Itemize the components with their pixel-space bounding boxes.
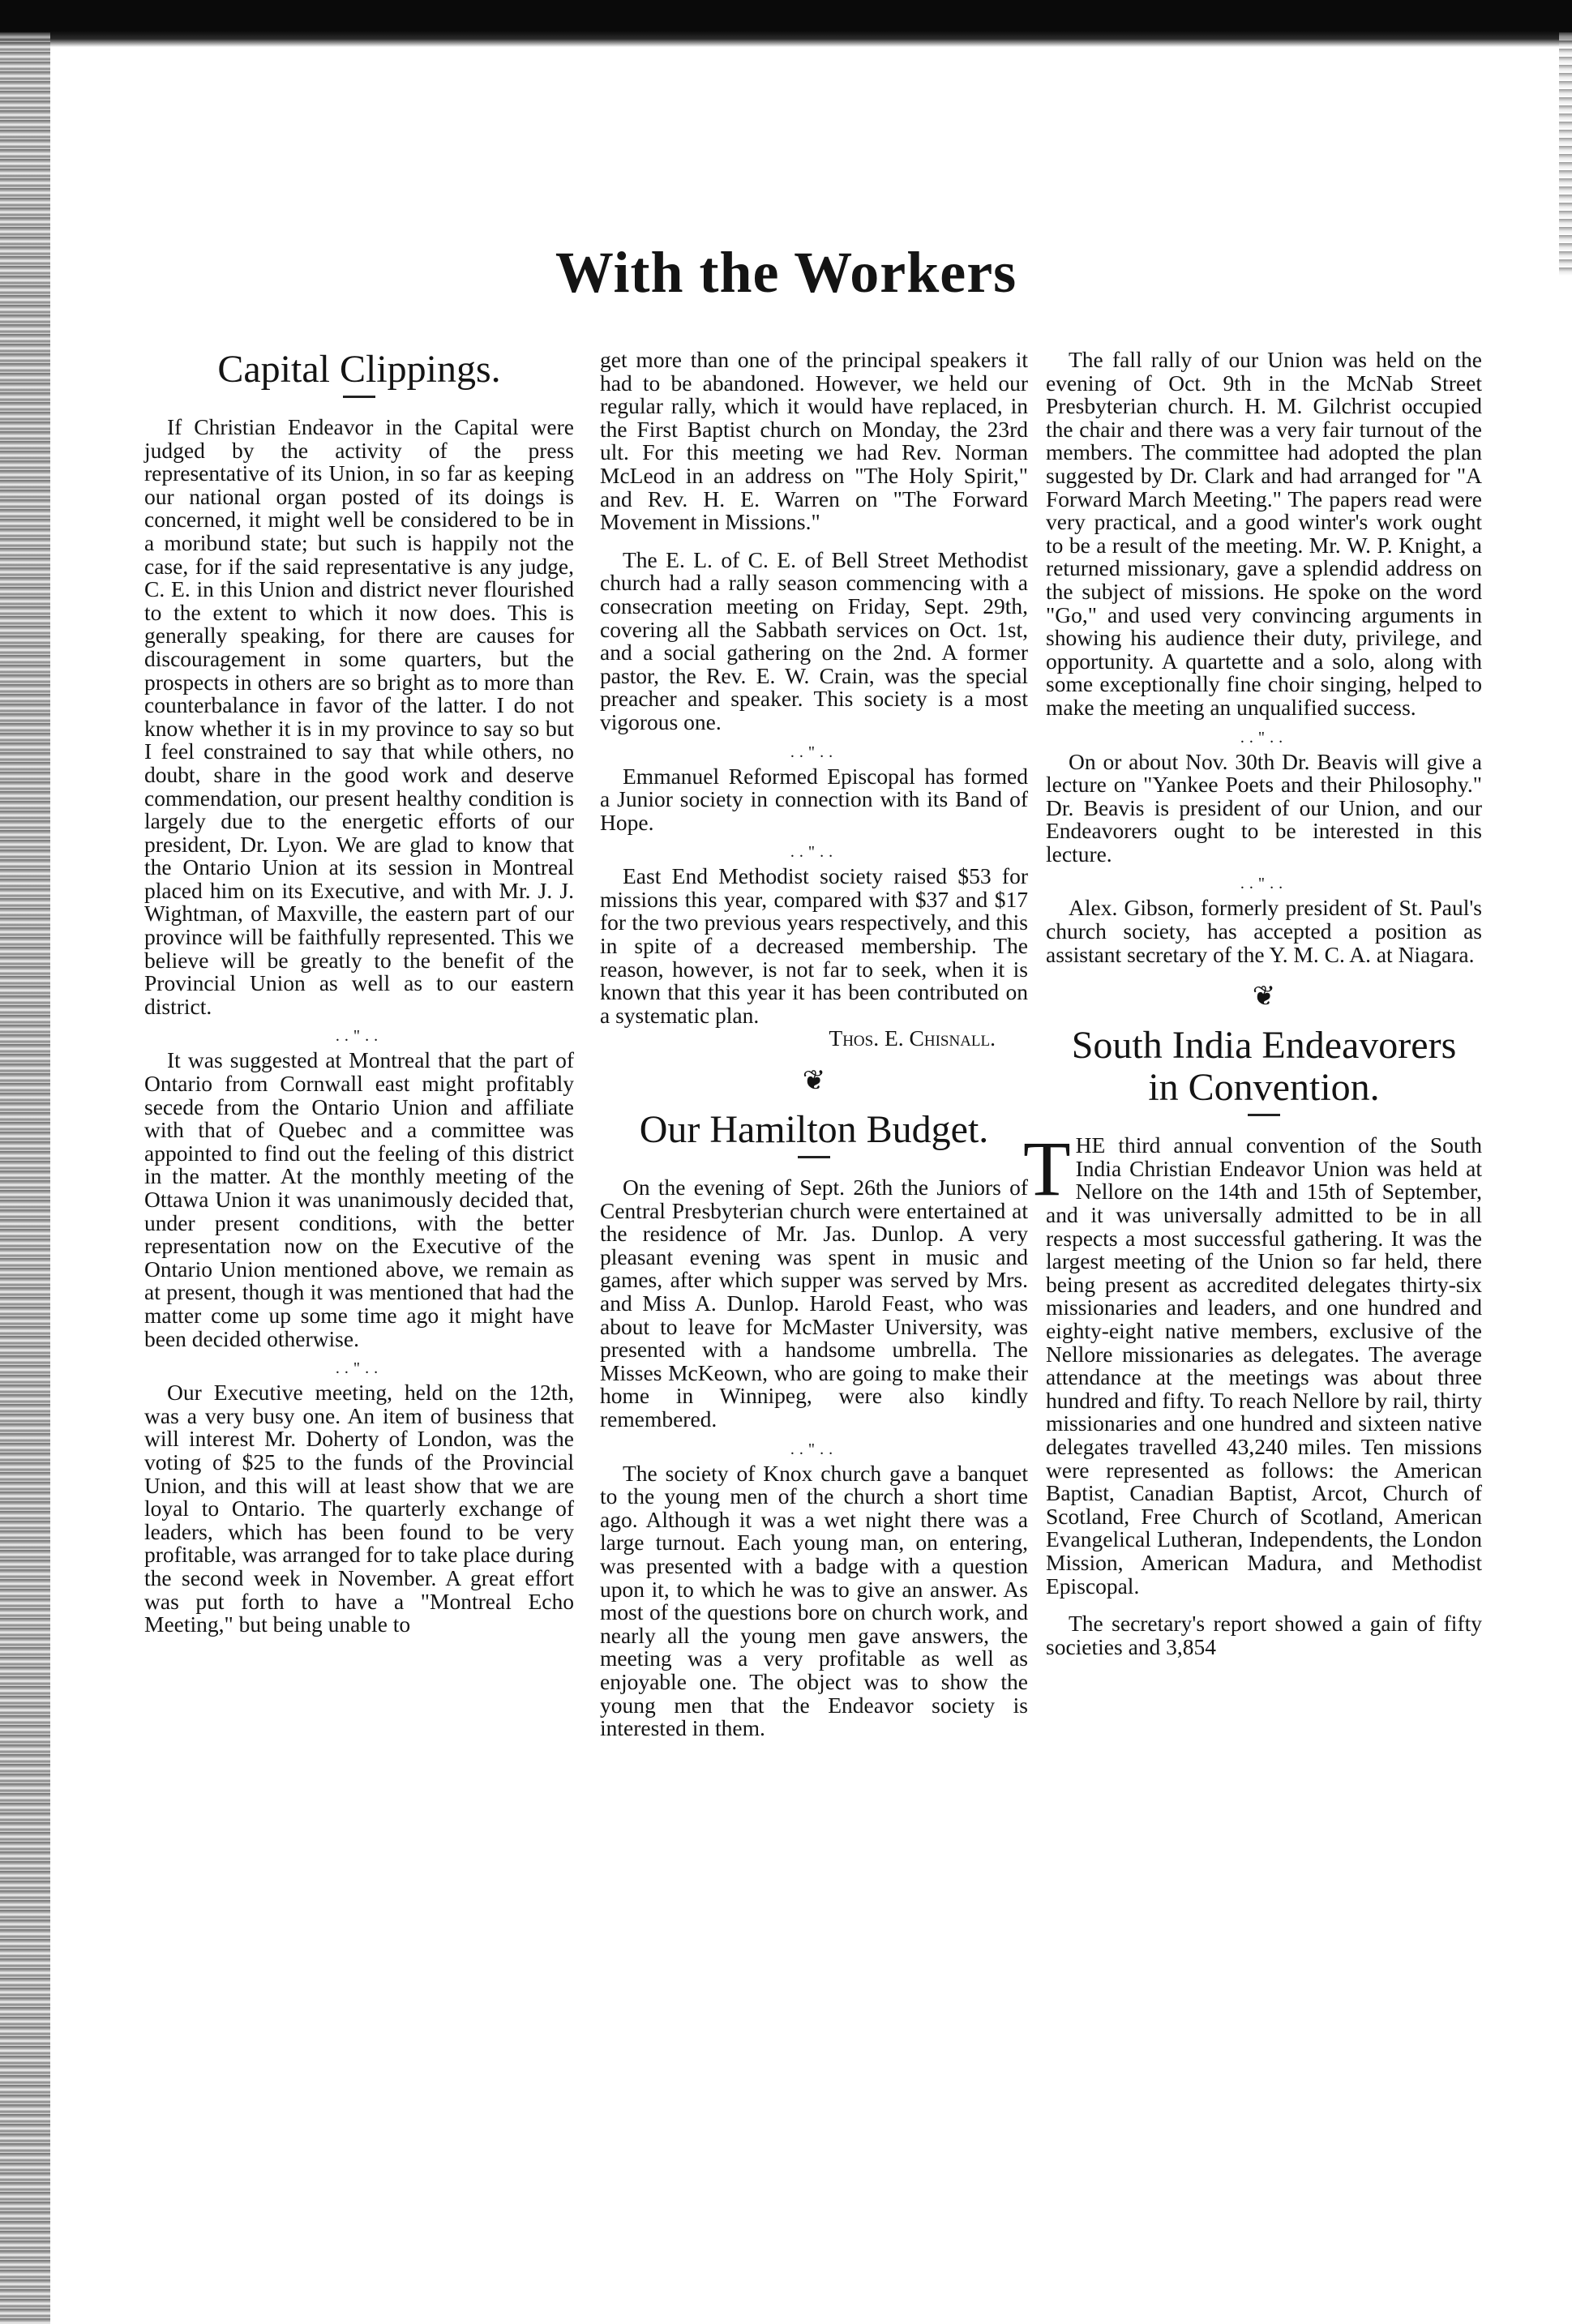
column-2 bbox=[600, 349, 1028, 2219]
paragraph: Our Executive meeting, held on the 12th, was a very busy one. An item of business that will interest Mr. Doherty of London, was the voting of $25 to the funds of the Provincial Union, and this will at least show that we are loyal to Ontario. The quarterly exchange of leaders, which has been found to be very profitable, was arranged for to take place during the second week in November. A great effort was put forth to have a "Montreal Echo Meeting," but being unable to bbox=[144, 1380, 574, 1637]
article-heading-capital-clippings: Capital Clippings. bbox=[217, 348, 501, 391]
paragraph: On the evening of Sept. 26th the Juniors of Central Presbyterian church were entertained at the residence of Mr. Jas. Dunlop. A very pleasant evening was spent in music and games, after which supper was served by Mrs. and Miss A. Dunlop. Harold Feast, who was about to leave for McMaster University, was presented with a handsome umbrella. The Misses McKeown, who are going to make their home in Winnipeg, were also kindly remembered. bbox=[600, 1175, 1028, 1432]
paragraph-continued: get more than one of the principal speakers it had to be abandoned. However, we held our regular rally, which it would have replaced, in the First Baptist church on Monday, the 23rd ult. For this meeting we had Rev. Norman McLeod in an address on "The Holy Spirit," and Rev. H. E. Warren on "The Forward Movement in Missions." bbox=[600, 347, 1028, 535]
paragraph: The fall rally of our Union was held on the evening of Oct. 9th in the McNab Street Presbyterian church. H. M. Gilchrist occupied the chair and there was a very fair turnout of the members. The committee had adopted the plan suggested by Dr. Clark and had arranged for "A Forward March Meeting." The papers read were very practical, and a good winter's work ought to be a result of the meeting. Mr. W. P. Knight, a returned missionary, gave a splendid address on the subject of missions. He spoke on the word "Go," and used very convincing arguments in showing his audience their duty, privilege, and opportunity. A quartette and a solo, along with some exceptionally fine choir singing, helped to make the meeting an unqualified success. bbox=[1046, 347, 1482, 720]
paragraph: If Christian Endeavor in the Capital were judged by the activity of the press representative of its Union, in so far as keeping our national organ posted of its doings is concerned, it might well be considered to be in a moribund state; but such is happily not the case, for if the said representative is any judge, C. E. in this Union and district never flourished to the extent to which it now does. This is generally speaking, for there are causes for discouragement in some quarters, but the prospects in others are so bright as to more than counterbalance in favor of the latter. I do not know whether it is in my province to say so but I feel constrained to say that while others, no doubt, share in the good work and deserve commendation, our present healthy condition is largely due to the energetic efforts of our president, Dr. Lyon. We are glad to know that the Ontario Union at its session in Montreal placed him on its Executive, and with Mr. J. J. Wightman, of Maxville, the eastern part of our province will be faithfully represented. This we believe will be greatly to the benefit of the Provincial Union as well as to our eastern district. bbox=[144, 414, 574, 1019]
paragraph: Alex. Gibson, formerly president of St. Paul's church society, has accepted a position as assistant secretary of the Y. M. C. A. at Niagara. bbox=[1046, 895, 1482, 967]
article-heading-south-india bbox=[1046, 1025, 1482, 1109]
scan-top-border bbox=[0, 0, 1572, 47]
heading-rule bbox=[798, 1156, 830, 1158]
drop-cap: T bbox=[1023, 1125, 1071, 1213]
heading-rule bbox=[1248, 1114, 1280, 1116]
paragraph-separator: ..".. bbox=[335, 1027, 383, 1046]
column-1 bbox=[144, 349, 574, 2219]
scan-right-edge bbox=[1559, 32, 1572, 276]
paragraph: The society of Knox church gave a banquet to the young men of the church a short time ago. Although it was a wet night there was a large turnout. Each young man, on entering, was presented with a badge with a question upon it, to which he was to give an answer. As most of the questions bore on church work, and nearly all the young men gave answers, the meeting was a very profitable as well as enjoyable one. The object was to show the young men that the Endeavor society is interested in them. bbox=[600, 1460, 1028, 1741]
paragraph-separator: ..".. bbox=[335, 1359, 383, 1378]
paragraph-with-dropcap bbox=[1023, 1125, 1482, 1599]
paragraph: East End Methodist society raised $53 for missions this year, compared with $37 and $17 for the two previous years respectively, and this in spite of a decreased membership. The reason, however, is not far to seek, when it is known that this year it has been contributed on a systematic plan. bbox=[600, 863, 1028, 1028]
paragraph-text: HE third annual convention of the South India Christian Endeavor Union was held at Nellore on the 14th and 15th of September, and it was universally admitted to be in all respects a most successful gathering. It was the largest meeting of the Union so far held, there being present as accredited delegates thirty-six missionaries and leaders, and one hundred and eighty-eight native members, exclusive of the Nellore missionaries as delegates. The average attendance at the meetings was about three hundred and fifty. To reach Nellore by rail, thirty missionaries and one hundred and sixteen native delegates travelled 43,240 miles. Ten missions were represented as follows: the American Baptist, Canadian Baptist, Arcot, Church of Scotland, Free Church of Scotland, American Evangelical Lutheran, Independents, the London Mission, American Madura, and Methodist Episcopal. bbox=[1046, 1132, 1482, 1599]
article-heading-hamilton-budget: Our Hamilton Budget. bbox=[639, 1108, 989, 1152]
paragraph: The E. L. of C. E. of Bell Street Methodist church had a rally season commencing with a consecration meeting on Friday, Sept. 29th, covering all the Sabbath services on Oct. 1st, and a social gathering on the 2nd. A former pastor, the Rev. E. W. Crain, was the special preacher and speaker. This society is a most vigorous one. bbox=[600, 546, 1028, 734]
paragraph: On or about Nov. 30th Dr. Beavis will give a lecture on "Yankee Poets and their Philosophy." Dr. Beavis is president of our Union, and our Endeavorers ought to be interested in this lecture. bbox=[1046, 748, 1482, 867]
author-signature: Thos. E. Chisnall. bbox=[829, 1025, 996, 1051]
ornament-icon: ❦ bbox=[1252, 982, 1276, 1012]
paragraph-separator: ..".. bbox=[790, 843, 838, 862]
paragraph-separator: ..".. bbox=[1240, 875, 1288, 893]
heading-line: in Convention. bbox=[1148, 1066, 1380, 1110]
paragraph-separator: ..".. bbox=[1240, 728, 1288, 747]
paragraph: It was suggested at Montreal that the part of Ontario from Cornwall east might profitably secede from the Ontario Union and affiliate with that of Quebec and a committee was appointed to find out the feeling of this district in the matter. At the monthly meeting of the Ottawa Union it was unanimously decided that, under present conditions, with the better representation now on the Executive of the Ontario Union mentioned above, we remain as at present, though it was mentioned that had the matter come up some time ago it might have been decided otherwise. bbox=[144, 1047, 574, 1351]
paragraph: The secretary's report showed a gain of fifty societies and 3,854 bbox=[1046, 1611, 1482, 1659]
paragraph: Emmanuel Reformed Episcopal has formed a Junior society in connection with its Band of Hope. bbox=[600, 763, 1028, 835]
ornament-icon: ❦ bbox=[802, 1066, 826, 1097]
paragraph-separator: ..".. bbox=[790, 743, 838, 761]
paragraph-separator: ..".. bbox=[790, 1440, 838, 1458]
heading-rule bbox=[343, 396, 375, 398]
scan-binding-edge bbox=[0, 32, 50, 2324]
column-3 bbox=[1023, 347, 1482, 2219]
section-title: With the Workers bbox=[555, 240, 1017, 305]
heading-line: South India Endeavorers bbox=[1071, 1024, 1457, 1068]
